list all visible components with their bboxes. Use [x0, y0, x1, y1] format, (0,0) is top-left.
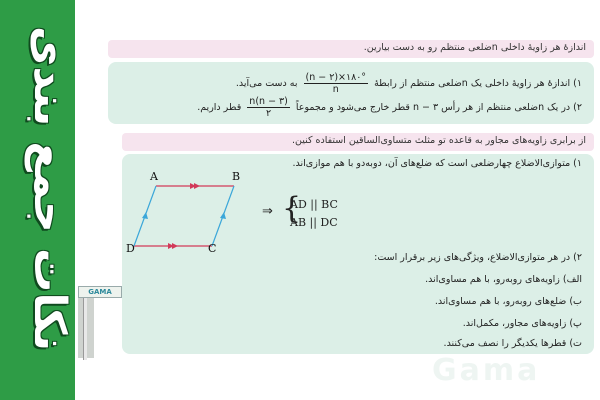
left-brace: { — [282, 191, 302, 226]
vertex-a: A — [150, 170, 158, 183]
vertex-c: C — [208, 242, 217, 252]
property-item: ب) ضلع‌های روبه‌رو، با هم مساوی‌اند. — [434, 296, 582, 307]
formula1-before: ۱) اندازهٔ هر زاویهٔ داخلی یک nضلعی منتظم از رابطهٔ — [374, 78, 582, 89]
property-item: ت) قطرها یکدیگر را نصف می‌کنند. — [443, 338, 582, 349]
implies-arrow: ⇒ — [262, 204, 273, 219]
fraction-numerator: n(n − ۳) — [249, 96, 288, 107]
section-text: از برابری زاویه‌های مجاور به قاعده تو مثلث متساوی‌الساقین استفاده کنین. — [291, 135, 586, 146]
fraction-numerator: (n − ۲)×۱۸۰° — [305, 72, 367, 83]
sidebar-banner — [0, 0, 75, 400]
parallelogram-definition: ۱) متوازی‌الاضلاع چهارضلعی است که ضلع‌های آن، دوبه‌دو با هم موازی‌اند. — [292, 158, 582, 169]
parallel-marker-left — [142, 212, 148, 219]
parallelogram-box — [122, 154, 594, 354]
vertex-b: B — [232, 170, 241, 183]
property-item: پ) زاویه‌های مجاور، مکمل‌اند. — [462, 318, 582, 329]
formula-line-2 — [197, 96, 582, 119]
formula2-after: قطر داریم. — [197, 102, 242, 113]
parallelogram-diagram — [124, 168, 254, 252]
relation-ab-dc: AB || DC — [290, 216, 338, 229]
formula-box — [108, 62, 594, 124]
relation-ad-bc: AD || BC — [290, 198, 338, 211]
sidebar-title: نکات جمع بندی — [24, 25, 75, 351]
interior-angle-fraction — [304, 72, 369, 95]
property-item: الف) زاویه‌های روبه‌رو، با هم مساوی‌اند. — [425, 274, 582, 285]
gama-logo — [78, 286, 122, 298]
parallel-marker-top — [190, 183, 200, 189]
formula2-before: ۲) در یک nضلعی منتظم از هر رأس n − ۳ قطر خارج می‌شود و مجموعاً — [295, 102, 582, 113]
intro-bar — [108, 40, 594, 58]
parallel-marker-bottom — [168, 243, 178, 249]
fraction-denominator: n — [332, 84, 339, 95]
parallelogram-properties-heading: ۲) در هر متوازی‌الاضلاع، ویژگی‌های زیر برقرار است: — [374, 252, 582, 263]
parallel-marker-right — [220, 212, 226, 219]
formula-line-1 — [236, 72, 582, 95]
logo-text: GAMA — [88, 288, 112, 296]
section-bar — [122, 133, 594, 151]
diagonal-count-fraction — [247, 96, 290, 119]
intro-text: اندازهٔ هر زاویهٔ داخلی nضلعی منتظم رو به دست بیارین. — [363, 42, 586, 53]
fraction-denominator: ۲ — [266, 108, 272, 119]
logo-stick — [83, 298, 87, 360]
vertex-d: D — [126, 242, 135, 252]
gama-watermark: Gama — [432, 353, 541, 388]
formula1-after: به دست می‌آید. — [235, 78, 298, 89]
